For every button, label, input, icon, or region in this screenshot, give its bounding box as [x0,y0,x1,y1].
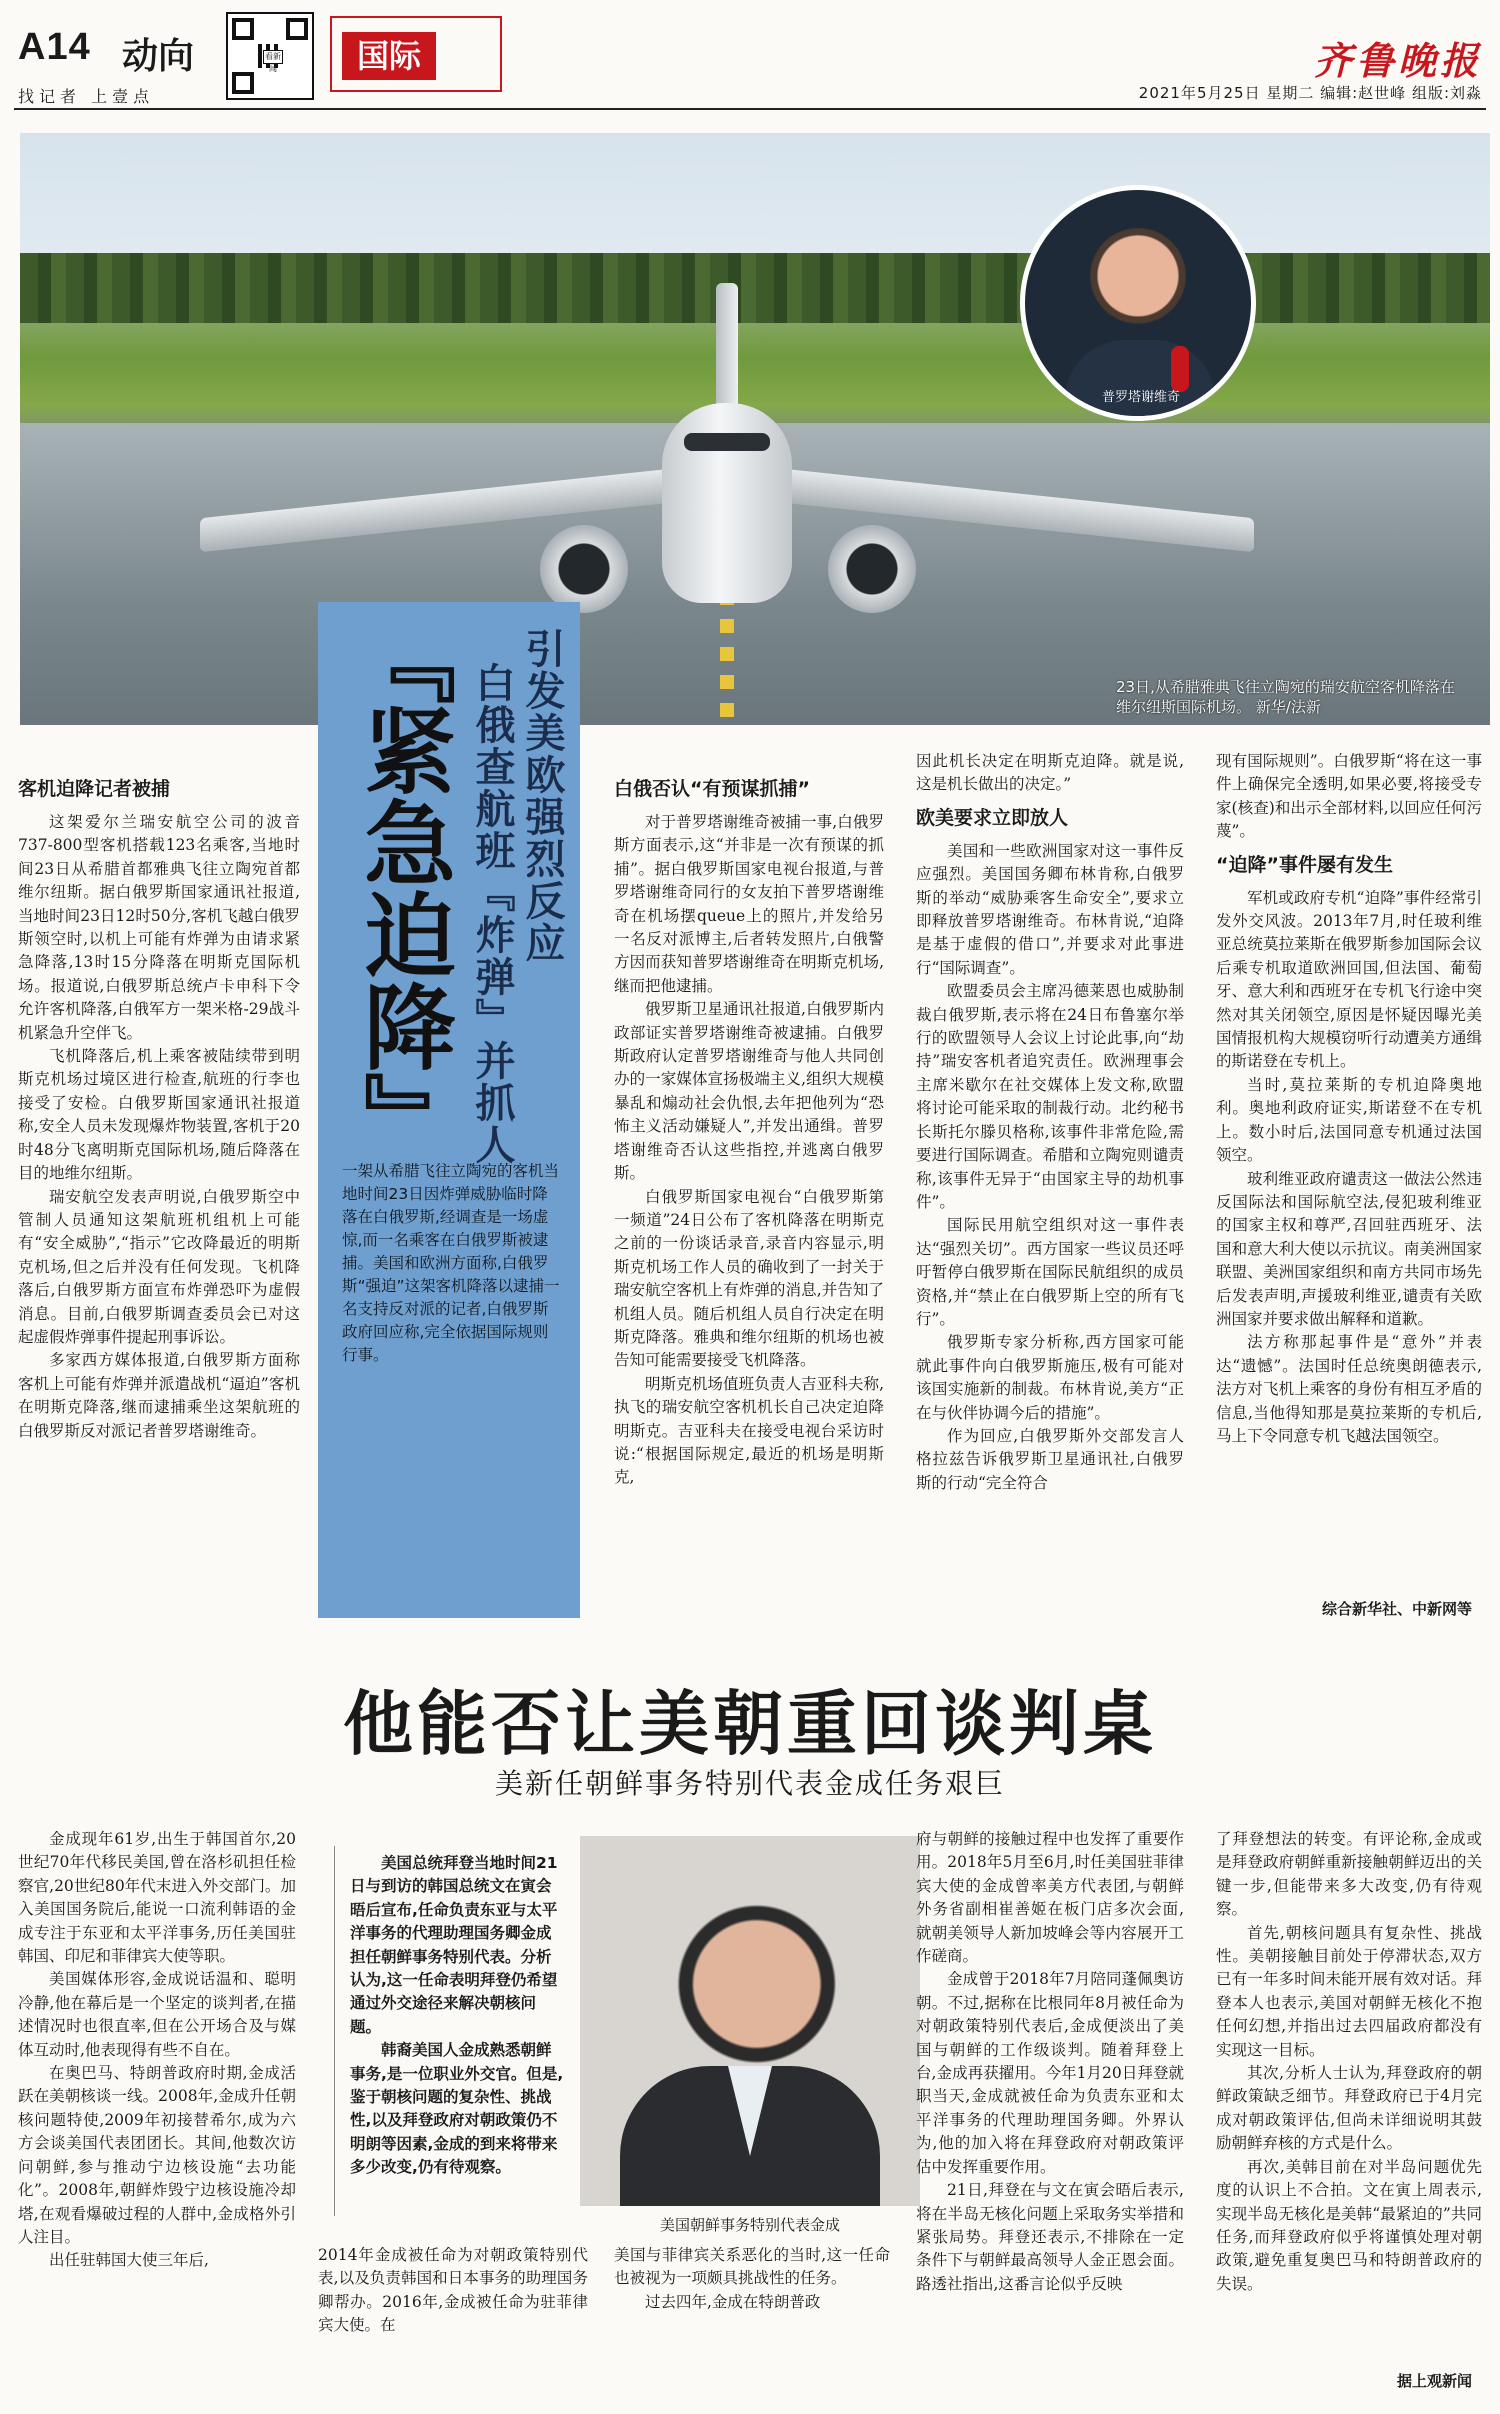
paragraph: 明斯克机场值班负责人吉亚科夫称,执飞的瑞安航空客机机长自己决定迫降明斯克。吉亚科夫在接受电视台采访时说:“根据国际规定,最近的机场是明斯克, [614,1374,884,1487]
paragraph: 美国与菲律宾关系恶化的当时,这一任命也被视为一项颇具挑战性的任务。 [614,2246,890,2288]
section-tag [330,16,502,92]
article2-lead [350,1852,564,2180]
paragraph: 因此机长决定在明斯克迫降。就是说,这是机长做出的决定。” [916,752,1184,794]
headline-panel [318,602,580,1618]
article2-col1 [18,1828,296,2398]
article1-heading-2: 白俄否认“有预谋抓捕” [614,778,810,800]
newspaper-logo: 齐鲁晚报 [1313,38,1482,83]
header-rule [14,108,1486,110]
article1-heading-1: 客机迫降记者被捕 [18,778,171,800]
photo-caption: 23日,从希腊雅典飞往立陶宛的瑞安航空客机降落在维尔纽斯国际机场。 新华/法新 [1116,678,1455,716]
qr-code-icon[interactable] [226,12,314,100]
headline-subtitle-2: 白俄查航班『炸弹』并抓人 [469,662,515,1166]
paragraph: 首先,朝核问题具有复杂性、挑战性。美朝接触目前处于停滞状态,双方已有一年多时间未能开展有效对话。拜登本人也表示,美国对朝鲜无核化不抱任何幻想,并指出过去四届政府都没有实现这一目标。 [1216,1923,1482,2059]
article1-col3 [916,750,1184,1628]
article2-col2-tail [318,2244,588,2394]
paragraph: 在奥巴马、特朗普政府时期,金成活跃在美朝核谈一线。2008年,金成升任朝核问题特使,2009年初接替希尔,成为六方会谈美国代表团团长。其间,他数次访问朝鲜,参与推动宁边核设施“去功能化”。2008年,朝鲜炸毁宁边核设施冷却塔,在观看爆破过程的人群中,金成格外引人注目。 [18,2064,296,2246]
qr-label: 看新闻 [265,52,281,73]
lead-photo [20,133,1490,725]
portrait-shirt [1065,340,1215,421]
plane-engine-right [828,525,916,613]
issue-meta: 2021年5月25日 星期二 编辑:赵世峰 组版:刘淼 [1138,84,1482,102]
paragraph: 当时,莫拉莱斯的专机迫降奥地利。奥地利政府证实,斯诺登不在专机上。数小时后,法国同意专机通过法国领空。 [1216,1075,1482,1165]
article1-col2 [614,768,884,1628]
article1-heading-3: 欧美要求立即放人 [916,806,1069,829]
paragraph: 2014年金成被任命为对朝政策特别代表,以及负责韩国和日本事务的助理国务卿帮办。2016年,金成被任命为驻菲律宾大使。在 [318,2246,588,2335]
headline-blurb: 一架从希腊飞往立陶宛的客机当地时间23日因炸弹威胁临时降落在白俄罗斯,经调查是一场虚惊,而一名乘客在白俄罗斯被逮捕。美国和欧洲方面称,白俄罗斯“强迫”这架客机降落以逮捕一名支持反对派的记者,白俄罗斯政府回应称,完全依据国际规则行事。 [342,1162,560,1364]
paragraph: 欧盟委员会主席冯德莱恩也威胁制裁白俄罗斯,表示将在24日布鲁塞尔举行的欧盟领导人会议上讨论此事,向“劫持”瑞安客机者追究责任。欧洲理事会主席米歇尔在社交媒体上发文称,欧盟将讨论可能采取的制裁行动。北约秘书长斯托尔滕贝格称,该事件非常危险,需要进行国际调查。希腊和立陶宛则谴责称,该事件无异于“由国家主导的劫机事件”。 [916,982,1184,1211]
lead-paragraph: 美国总统拜登当地时间21日与到访的韩国总统文在寅会晤后宣布,任命负责东亚与太平洋事务的代理助理国务卿金成担任朝鲜事务特别代表。分析认为,这一任命表明拜登仍希望通过外交途径来解决朝核问题。 [350,1854,558,2036]
article2-title: 他能否让美朝重回谈判桌 [343,1683,1157,1765]
article2-col5 [1216,1828,1482,2364]
slogan: 找记者 上壹点 [18,87,155,106]
paragraph: 再次,美韩目前在对半岛问题优先度的认识上不合拍。文在寅上周表示,实现半岛无核化是美韩“最紧迫的”共同任务,而拜登政府似乎将谨慎处理对朝政策,避免重复奥巴马和特朗普政府的失误。 [1216,2157,1482,2293]
paragraph: 白俄罗斯国家电视台“白俄罗斯第一频道”24日公布了客机降落在明斯克之前的一份谈话录音,录音内容显示,明斯克机场工作人员的确收到了一封关于瑞安航空客机上有炸弹的消息,并告知了机组人员。随后机组人员自行决定在明斯克降落。雅典和维尔纽斯的机场也被告知可能需要接受飞机降落。 [614,1187,884,1370]
paragraph: 法方称那起事件是“意外”并表达“遗憾”。法国时任总统奥朗德表示,法方对飞机上乘客的身份有相互矛盾的信息,当他得知那是莫拉莱斯的专机后,马上下令同意专机飞越法国领空。 [1216,1333,1482,1445]
paragraph: 21日,拜登在与文在寅会晤后表示,将在半岛无核化问题上采取务实举措和紧张局势。拜登还表示,不排除在一定条件下与朝鲜最高领导人金正恩会面。路透社指出,这番言论似乎反映 [916,2181,1184,2293]
portrait-caption: 普罗塔谢维奇 [1101,390,1180,405]
article1-heading-4: “迫降”事件屡有发生 [1216,853,1393,876]
headline-subtitle-1: 引发美欧强烈反应 [519,628,565,964]
paragraph: 金成曾于2018年7月陪同蓬佩奥访朝。不过,据称在比根同年8月被任命为对朝政策特别代表后,金成便淡出了美国与朝鲜的工作级谈判。随着拜登上台,金成再获擢用。今年1月20日拜登就职当天,金成就被任命为负责东亚和太平洋事务的代理助理国务卿。外界认为,他的加入将在拜登政府对朝政策评估中发挥重要作用。 [916,1970,1184,2176]
page-header [0,0,1500,108]
paragraph: 俄罗斯卫星通讯社报道,白俄罗斯内政部证实普罗塔谢维奇被逮捕。白俄罗斯政府认定普罗塔谢维奇与他人共同创办的一家媒体宣扬极端主义,组织大规模暴乱和煽动社会仇恨,去年把他列为“恐怖主义活动嫌疑人”,并发出通缉。普罗塔谢维奇否认这些指控,并逃离白俄罗斯。 [614,1000,884,1183]
headline-main: 『紧急迫降』 [349,612,456,1164]
plane-cockpit [684,433,770,451]
paragraph: 现有国际规则”。白俄罗斯“将在这一事件上确保完全透明,如果必要,将接受专家(核查)和出示全部材料,以回应任何污蔑”。 [1216,752,1482,841]
portrait-inset [1020,185,1256,421]
paragraph: 多家西方媒体报道,白俄罗斯方面称客机上可能有炸弹并派遣战机“逼迫”客机在明斯克降落,继而逮捕乘坐这架航班的白俄罗斯反对派记者普罗塔谢维奇。 [18,1351,300,1440]
paragraph: 其次,分析人士认为,拜登政府的朝鲜政策缺乏细节。拜登政府已于4月完成对朝政策评估,但尚未详细说明其鼓励朝鲜弃核的方式是什么。 [1216,2064,1482,2153]
paragraph: 俄罗斯专家分析称,西方国家可能就此事件向白俄罗斯施压,极有可能对该国实施新的制裁。布林肯说,美方“正在与伙伴协调今后的措施”。 [916,1333,1184,1422]
section-name: 动向 [122,36,195,77]
paragraph: 对于普罗塔谢维奇被捕一事,白俄罗斯方面表示,这“并非是一次有预谋的抓捕”。据白俄罗斯国家电视台报道,与普罗塔谢维奇同行的女友拍下普罗塔谢维奇在机场摆queue上的照片,并发给另一名反对派博主,后者转发照片,白俄警方因而获知普罗塔谢维奇在明斯克机场,继而把他逮捕。 [614,813,884,995]
paragraph: 过去四年,金成在特朗普政 [645,2292,821,2311]
paragraph: 玻利维亚政府谴责这一做法公然违反国际法和国际航空法,侵犯玻利维亚的国家主权和尊严,召回驻西班牙、法国和意大利大使以示抗议。南美洲国家联盟、美洲国家组织和南方共同市场先后发表声明,声援玻利维亚,谴责有关欧洲国家并要求做出解释和道歉。 [1216,1169,1482,1328]
lead-rule [334,1846,335,2216]
treeline [20,253,1490,323]
kim-photo-caption: 美国朝鲜事务特别代表金成 [659,2216,840,2234]
article2-credit: 据上观新闻 [1396,2372,1472,2390]
paragraph: 瑞安航空发表声明说,白俄罗斯空中管制人员通知这架航班机组机上可能有“安全威胁”,“指示”它改降最近的明斯克机场,但之后并没有任何发现。飞机降落后,白俄罗斯方面宣布炸弹恐吓为虚假消息。目前,白俄罗斯调查委员会已对这起虚假炸弹事件提起刑事诉讼。 [18,1187,300,1346]
plane-fin [716,283,738,423]
article2-col3-tail [614,2244,890,2394]
article1-col4 [1216,750,1482,1596]
paragraph: 飞机降落后,机上乘客被陆续带到明斯克机场过境区进行检查,航班的行李也接受了安检。白俄罗斯国家通讯社报道称,安全人员未发现爆炸物装置,客机于20时48分飞离明斯克国际机场,随后降落在目的地维尔纽斯。 [18,1047,300,1183]
paragraph: 美国和一些欧洲国家对这一事件反应强烈。美国国务卿布林肯称,白俄罗斯的举动“威胁乘客生命安全”,要求立即释放普罗塔谢维奇。布林肯说,“迫降是基于虚假的借口”,并要求对此事进行“国际调查”。 [916,841,1184,977]
paragraph: 这架爱尔兰瑞安航空公司的波音737-800型客机搭载123名乘客,当地时间23日从希腊首都雅典飞往立陶宛首都维尔纽斯。据白俄罗斯国家通讯社报道,当地时间23日12时50分,客机飞越白俄罗斯领空时,以机上可能有炸弹为由请求紧急降落,13时15分降落在明斯克国际机场。报道说,白俄罗斯总统卢卡申科下令允许客机降落,白俄军方一架米格-29战斗机紧急升空伴飞。 [18,813,300,1042]
section-tag-label: 国际 [342,32,436,80]
paragraph: 美国媒体形容,金成说话温和、聪明冷静,他在幕后是一个坚定的谈判者,在描述情况时也很直率,但在公开场合及与媒体互动时,他表现得有些不自在。 [18,1970,296,2059]
paragraph: 军机或政府专机“迫降”事件经常引发外交风波。2013年7月,时任玻利维亚总统莫拉莱斯在俄罗斯参加国际会议后乘专机取道欧洲回国,但法国、葡萄牙、意大利和西班牙在专机飞行途中突然对其关闭领空,原因是怀疑因曝光美国情报机构大规模窃听行动遭美方通缉的斯诺登在专机上。 [1216,888,1482,1071]
paragraph: 出任驻韩国大使三年后, [49,2251,209,2270]
paragraph: 府与朝鲜的接触过程中也发挥了重要作用。2018年5月至6月,时任美国驻菲律宾大使的金成曾率美方代表团,与朝鲜外务省副相崔善姬在板门店多次会面,就朝美领导人新加坡峰会等内容展开工作磋商。 [916,1830,1184,1966]
paragraph: 作为回应,白俄罗斯外交部发言人格拉兹告诉俄罗斯卫星通讯社,白俄罗斯的行动“完全符合 [916,1426,1184,1492]
paragraph: 国际民用航空组织对这一事件表达“强烈关切”。西方国家一些议员还呼吁暂停白俄罗斯在国际民航组织的成员资格,并“禁止在白俄罗斯上空的所有飞行”。 [916,1216,1184,1328]
paragraph: 金成现年61岁,出生于韩国首尔,20世纪70年代移民美国,曾在洛杉矶担任检察官,20世纪80年代末进入外交部门。加入美国国务院后,能说一口流利韩语的金成专注于东亚和太平洋事务,历任美国驻韩国、印尼和菲律宾大使等职。 [18,1830,296,1966]
article1-credit: 综合新华社、中新网等 [1321,1600,1472,1618]
paragraph: 了拜登想法的转变。有评论称,金成或是拜登政府朝鲜重新接触朝鲜迈出的关键一步,但能带来多大改变,仍有待观察。 [1216,1830,1482,1919]
plane-engine-left [540,525,628,613]
article2-subtitle: 美新任朝鲜事务特别代表金成任务艰巨 [494,1767,1005,1800]
kim-sung-photo [580,1836,920,2206]
page-number: A14 [18,26,91,68]
article1-col1 [18,768,300,1628]
article2-col4 [916,1828,1184,2398]
lead-paragraph: 韩裔美国人金成熟悉朝鲜事务,是一位职业外交官。但是,鉴于朝核问题的复杂性、挑战性,以及拜登政府对朝政策仍不明朗等因素,金成的到来将带来多少改变,仍有待观察。 [350,2041,564,2177]
